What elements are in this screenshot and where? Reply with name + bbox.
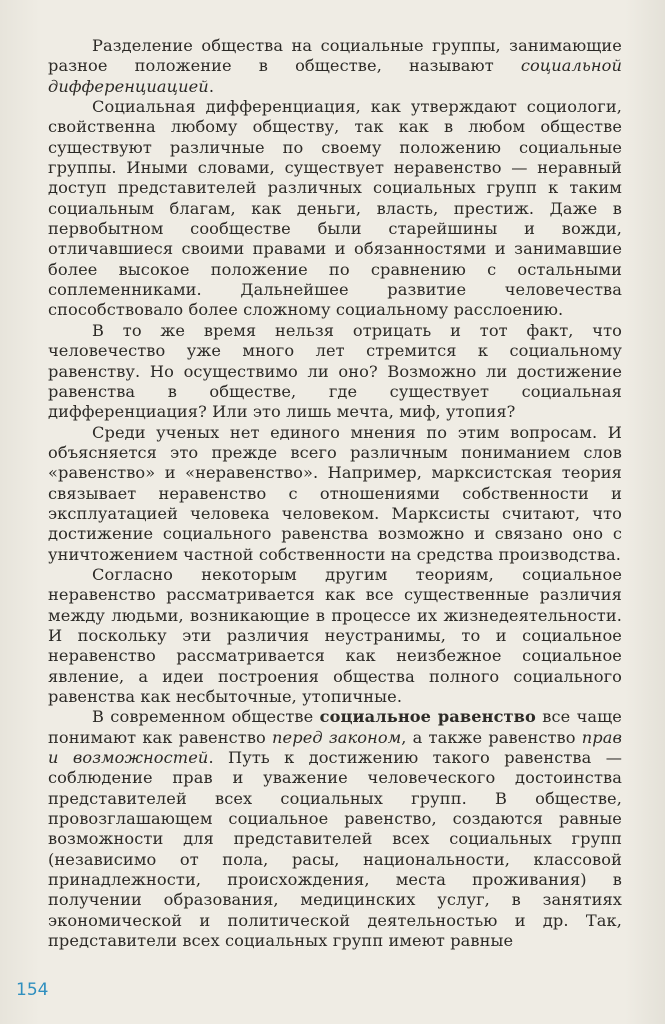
paragraph-text: , а также равенство [401,727,582,747]
term-social-equality: социальное равенство [319,707,536,727]
paragraph-6 [48,707,622,951]
paragraph-text: Разделение общества на социальные группы, занимающие разное положение в обществе, называют [48,36,622,76]
paragraph-text: . [208,76,215,96]
paragraph-text: В современном обществе [92,707,320,727]
page-number: 154 [16,980,49,1000]
term-before-law: перед законом [272,727,402,747]
paragraph-2 [48,97,622,321]
body-text [48,36,622,951]
paragraph-text: Социальная дифференциация, как утверждают социологи, свойственна любому обществу, так как в любом обществе существуют различные по своему положению социальные группы. Иными словами, существует неравенство — неравный доступ представителей различных социальных групп к таким социальным благам, как деньги, власть, престиж. Даже в первобытном сообществе были старейшины и вожди, отличавшиеся своими правами и обязанностями и занимавшие более высокое положение по сравнению с остальными соплеменниками. Дальнейшее развитие человечества способствовало более сложному социальному расслоению. [48,97,622,320]
paragraph-text: . Путь к достижению такого равенства — соблюдение прав и уважение человеческого достоинства представителей всех социальных групп. В обществе, провозглашающем социальное равенство, создаются равные возможности для представителей всех социальных групп (независимо от пола, расы, национальности, классовой принадлежности, происхождения, места проживания) в получении образования, медицинских услуг, в занятиях экономической и политической деятельностью и др. Так, представители всех социальных групп имеют равные [48,748,622,951]
paragraph-text: Среди ученых нет единого мнения по этим вопросам. И объясняется это прежде всего различным пониманием слов «равенство» и «неравенство». Например, марксистская теория связывает неравенство с отношениями собственности и эксплуатацией человека человеком. Марксисты считают, что достижение социального равенства возможно и связано оно с уничтожением частной собственности на средства производства. [48,422,622,564]
paragraph-1 [48,36,622,97]
paragraph-text: В то же время нельзя отрицать и тот факт, что человечество уже много лет стремится к социальному равенству. Но осуществимо ли оно? Возможно ли достижение равенства в обществе, где существует социальная дифференциация? Или это лишь мечта, миф, утопия? [48,320,622,422]
paragraph-5 [48,565,622,707]
paragraph-3 [48,321,622,423]
paragraph-text: все чаще понимают как равенство [48,707,622,747]
paragraph-text: Согласно некоторым другим теориям, социальное неравенство рассматривается как все существенные различия между людьми, возникающие в процессе их жизнедеятельности. И поскольку эти различия неустранимы, то и социальное неравенство рассматривается как неизбежное социальное явление, а идеи построения общества полного социального равенства как несбыточные, утопичные. [48,564,622,706]
term-social-differentiation: социальной дифференциацией [48,56,622,96]
term-rights-opportunities: прав и возможностей [48,727,622,768]
paragraph-4 [48,423,622,565]
